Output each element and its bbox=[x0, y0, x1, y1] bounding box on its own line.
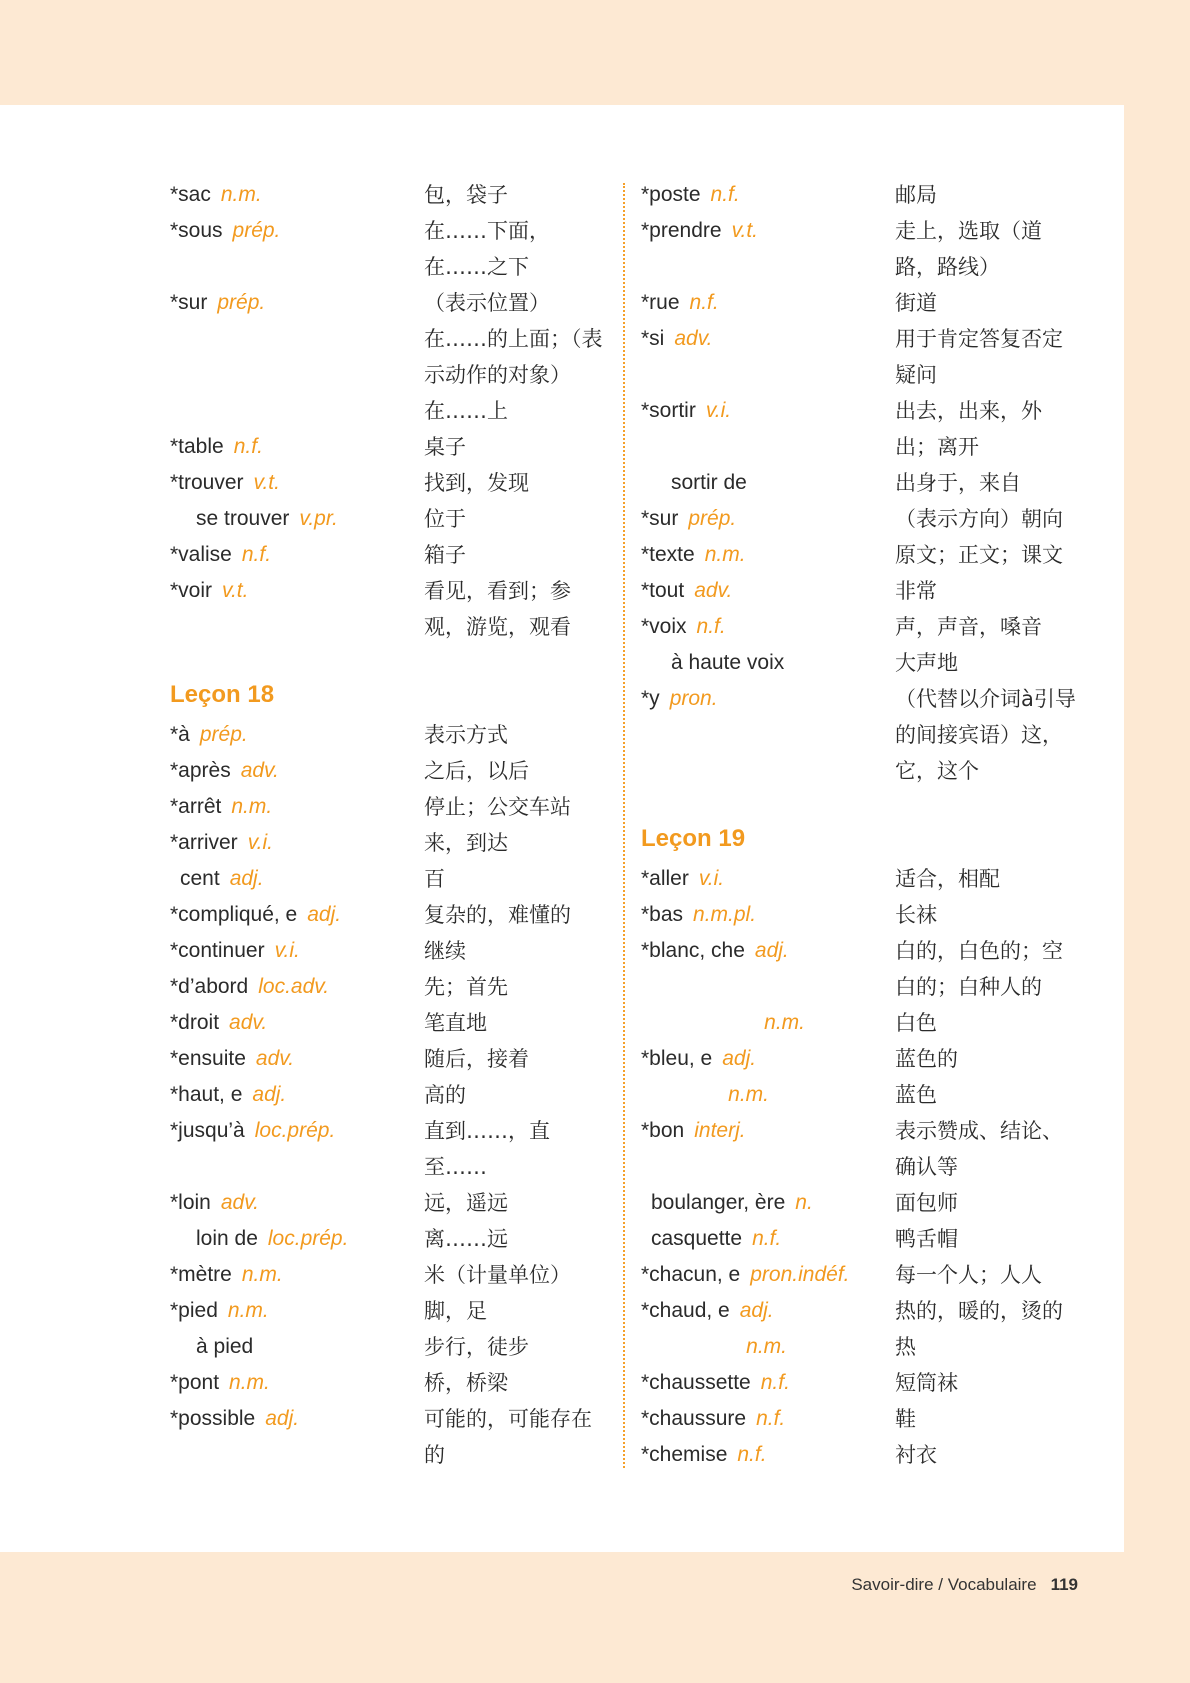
headword-text: *sous bbox=[170, 219, 223, 242]
headword-text: se trouver bbox=[196, 507, 290, 530]
headword-text: *d’abord bbox=[170, 975, 249, 998]
lesson-heading: Leçon 19 bbox=[641, 825, 746, 852]
vocab-entry bbox=[641, 897, 1081, 933]
vocab-headword bbox=[170, 1365, 424, 1401]
vocab-headword bbox=[641, 537, 895, 573]
vocab-entry bbox=[170, 1077, 610, 1113]
vocab-entry bbox=[641, 321, 1081, 393]
vocab-entry bbox=[170, 861, 610, 897]
part-of-speech: n.m. bbox=[728, 1083, 769, 1106]
headword-text: *chaussette bbox=[641, 1371, 751, 1394]
vocab-meaning: 长袜 bbox=[895, 903, 937, 927]
vocab-meaning: 离……远 bbox=[424, 1227, 508, 1251]
vocab-meaning: （表示方向）朝向 bbox=[895, 507, 1063, 531]
part-of-speech: adj. bbox=[722, 1047, 757, 1070]
vocab-headword bbox=[170, 501, 424, 537]
vocab-entry bbox=[641, 933, 1081, 1005]
vocab-meaning: 短筒袜 bbox=[895, 1371, 958, 1395]
headword-text: *si bbox=[641, 327, 665, 350]
vocab-headword bbox=[641, 321, 895, 393]
vocab-headword bbox=[641, 1365, 895, 1401]
vocab-headword bbox=[641, 1293, 895, 1329]
vocab-headword bbox=[170, 1329, 424, 1365]
vocab-entry bbox=[170, 501, 610, 537]
part-of-speech: prép. bbox=[688, 507, 737, 530]
vocab-entry bbox=[641, 177, 1081, 213]
vocab-meaning: 用于肯定答复否定疑问 bbox=[895, 327, 1063, 387]
vocab-entry bbox=[641, 1257, 1081, 1293]
headword-text: *haut, e bbox=[170, 1083, 243, 1106]
headword-text: *pont bbox=[170, 1371, 220, 1394]
vocab-entry bbox=[641, 1185, 1081, 1221]
vocab-headword bbox=[641, 933, 895, 1005]
vocab-meaning: 先；首先 bbox=[424, 975, 508, 999]
vocab-headword bbox=[170, 537, 424, 573]
vocab-headword bbox=[641, 645, 895, 681]
vocab-meaning: 每一个人；人人 bbox=[895, 1263, 1042, 1287]
part-of-speech: loc.prép. bbox=[254, 1119, 336, 1142]
vocab-headword bbox=[641, 897, 895, 933]
headword-text: *aller bbox=[641, 867, 689, 890]
part-of-speech: adj. bbox=[265, 1407, 300, 1430]
vocab-headword bbox=[170, 861, 424, 897]
vocab-headword bbox=[641, 573, 895, 609]
vocab-entry bbox=[170, 429, 610, 465]
headword-text: *blanc, che bbox=[641, 939, 745, 962]
vocab-headword bbox=[170, 177, 424, 213]
vocab-entry bbox=[641, 1077, 1081, 1113]
vocab-meaning: 表示赞成、结论、确认等 bbox=[895, 1119, 1063, 1179]
vocab-headword bbox=[641, 465, 895, 501]
vocab-entry bbox=[641, 1293, 1081, 1329]
vocab-meaning: 桥，桥梁 bbox=[424, 1371, 508, 1395]
vocab-meaning: 非常 bbox=[895, 579, 937, 603]
vocab-meaning: 鸭舌帽 bbox=[895, 1227, 958, 1251]
vocab-headword bbox=[641, 1257, 895, 1293]
part-of-speech: v.t. bbox=[253, 471, 280, 494]
vocab-meaning: （表示位置）在……的上面；（表示动作的对象）在……上 bbox=[424, 291, 603, 423]
vocab-headword bbox=[641, 285, 895, 321]
part-of-speech: n.m.pl. bbox=[693, 903, 757, 926]
part-of-speech: n.f. bbox=[760, 1371, 790, 1394]
vocab-headword bbox=[641, 1329, 895, 1365]
part-of-speech: v.i. bbox=[705, 399, 732, 422]
part-of-speech: adv. bbox=[694, 579, 733, 602]
headword-text: *continuer bbox=[170, 939, 265, 962]
vocab-column-right bbox=[641, 177, 1081, 1473]
headword-text: *loin bbox=[170, 1191, 211, 1214]
headword-text: *texte bbox=[641, 543, 695, 566]
part-of-speech: adj. bbox=[252, 1083, 287, 1106]
page-footer bbox=[851, 1575, 1078, 1595]
part-of-speech: adv. bbox=[229, 1011, 268, 1034]
headword-text: *pied bbox=[170, 1299, 218, 1322]
headword-text: loin de bbox=[196, 1227, 258, 1250]
headword-text: *sortir bbox=[641, 399, 696, 422]
part-of-speech: n.f. bbox=[689, 291, 719, 314]
vocab-entry bbox=[641, 465, 1081, 501]
vocab-meaning: 包，袋子 bbox=[424, 183, 508, 207]
headword-text: *tout bbox=[641, 579, 685, 602]
part-of-speech: n.f. bbox=[710, 183, 740, 206]
headword-text: *y bbox=[641, 687, 660, 710]
vocab-meaning: 看见，看到；参观，游览，观看 bbox=[424, 579, 571, 639]
vocab-entry bbox=[170, 717, 610, 753]
vocab-entry bbox=[170, 537, 610, 573]
vocab-meaning: 衬衣 bbox=[895, 1443, 937, 1467]
vocab-headword bbox=[641, 1005, 895, 1041]
part-of-speech: v.i. bbox=[698, 867, 725, 890]
vocab-meaning: 邮局 bbox=[895, 183, 937, 207]
vocab-meaning: 继续 bbox=[424, 939, 466, 963]
vocab-meaning: 热的，暖的，烫的 bbox=[895, 1299, 1063, 1323]
part-of-speech: n.m. bbox=[241, 1263, 283, 1286]
vocab-meaning: 直到……，直至…… bbox=[424, 1119, 550, 1179]
vocab-entry bbox=[641, 1437, 1081, 1473]
vocab-entry bbox=[641, 537, 1081, 573]
vocab-entry bbox=[170, 1221, 610, 1257]
vocab-meaning: 可能的，可能存在的 bbox=[424, 1407, 592, 1467]
vocab-meaning: 位于 bbox=[424, 507, 466, 531]
part-of-speech: n.m. bbox=[231, 795, 273, 818]
vocab-entry bbox=[641, 573, 1081, 609]
vocab-headword bbox=[641, 393, 895, 465]
vocab-headword bbox=[170, 465, 424, 501]
part-of-speech: adv. bbox=[220, 1191, 260, 1214]
headword-text: *chemise bbox=[641, 1443, 728, 1466]
vocab-meaning: 白色 bbox=[895, 1011, 937, 1035]
vocab-headword bbox=[170, 1257, 424, 1293]
headword-text: *possible bbox=[170, 1407, 256, 1430]
headword-text: *chaussure bbox=[641, 1407, 747, 1430]
part-of-speech: v.t. bbox=[222, 579, 249, 602]
vocab-meaning: 百 bbox=[424, 867, 445, 891]
vocab-entry bbox=[641, 1221, 1081, 1257]
vocab-headword bbox=[170, 717, 424, 753]
vocab-meaning: 远，遥远 bbox=[424, 1191, 508, 1215]
vocab-column-left bbox=[170, 177, 610, 1473]
vocab-entry bbox=[641, 501, 1081, 537]
part-of-speech: loc.adv. bbox=[258, 975, 330, 998]
vocab-entry bbox=[170, 933, 610, 969]
vocab-headword bbox=[641, 177, 895, 213]
headword-text: à pied bbox=[196, 1335, 254, 1358]
headword-text: sortir de bbox=[671, 471, 747, 494]
vocab-entry bbox=[170, 1365, 610, 1401]
vocab-meaning: 适合，相配 bbox=[895, 867, 1000, 891]
headword-text: *poste bbox=[641, 183, 701, 206]
part-of-speech: n.f. bbox=[233, 435, 263, 458]
vocab-headword bbox=[641, 1437, 895, 1473]
headword-text: à haute voix bbox=[671, 651, 785, 674]
headword-text: *voir bbox=[170, 579, 213, 602]
headword-text: *ensuite bbox=[170, 1047, 246, 1070]
headword-text: *chaud, e bbox=[641, 1299, 730, 1322]
headword-text: *sur bbox=[641, 507, 679, 530]
vocab-headword bbox=[170, 213, 424, 285]
vocab-entry bbox=[170, 1329, 610, 1365]
headword-text: *bon bbox=[641, 1119, 685, 1142]
vocab-entry bbox=[641, 213, 1081, 285]
part-of-speech: prép. bbox=[232, 219, 281, 242]
part-of-speech: pron.indéf. bbox=[750, 1263, 850, 1286]
vocab-entry bbox=[641, 645, 1081, 681]
part-of-speech: n.m. bbox=[704, 543, 746, 566]
vocab-meaning: 来，到达 bbox=[424, 831, 508, 855]
headword-text: *bas bbox=[641, 903, 684, 926]
part-of-speech: adj. bbox=[229, 867, 264, 890]
vocab-headword bbox=[170, 1113, 424, 1185]
vocab-entry bbox=[641, 1005, 1081, 1041]
vocab-headword bbox=[641, 213, 895, 285]
column-divider bbox=[623, 183, 625, 1468]
headword-text: *après bbox=[170, 759, 231, 782]
vocab-headword bbox=[641, 861, 895, 897]
vocab-headword bbox=[170, 429, 424, 465]
vocab-entry bbox=[170, 753, 610, 789]
vocab-headword bbox=[641, 1113, 895, 1185]
part-of-speech: v.i. bbox=[274, 939, 300, 962]
vocab-headword bbox=[641, 1221, 895, 1257]
vocab-entry bbox=[641, 1365, 1081, 1401]
vocab-entry bbox=[170, 177, 610, 213]
part-of-speech: adv. bbox=[674, 327, 713, 350]
part-of-speech: n.f. bbox=[241, 543, 272, 566]
headword-text: *mètre bbox=[170, 1263, 232, 1286]
vocab-headword bbox=[641, 681, 895, 789]
vocab-entry bbox=[641, 1401, 1081, 1437]
part-of-speech: n.m. bbox=[764, 1011, 805, 1034]
headword-text: *compliqué, e bbox=[170, 903, 298, 926]
vocab-headword bbox=[170, 1401, 424, 1473]
vocab-entry bbox=[641, 1113, 1081, 1185]
vocab-entry bbox=[170, 1005, 610, 1041]
part-of-speech: adj. bbox=[739, 1299, 774, 1322]
vocab-meaning: 找到，发现 bbox=[424, 471, 529, 495]
part-of-speech: prép. bbox=[217, 291, 266, 314]
vocab-entry bbox=[170, 285, 610, 429]
vocab-entry bbox=[641, 1041, 1081, 1077]
part-of-speech: adv. bbox=[240, 759, 279, 782]
headword-text: *droit bbox=[170, 1011, 220, 1034]
vocab-entry bbox=[170, 1041, 610, 1077]
vocab-entry bbox=[170, 1257, 610, 1293]
vocab-meaning: 桌子 bbox=[424, 435, 466, 459]
page-number: 119 bbox=[1050, 1575, 1078, 1594]
vocab-meaning: 大声地 bbox=[895, 651, 958, 675]
vocab-entry bbox=[641, 609, 1081, 645]
vocab-meaning: 面包师 bbox=[895, 1191, 958, 1215]
part-of-speech: adv. bbox=[255, 1047, 295, 1070]
vocab-entry bbox=[170, 213, 610, 285]
vocab-entry bbox=[170, 897, 610, 933]
headword-text: *voix bbox=[641, 615, 687, 638]
vocab-meaning: 脚，足 bbox=[424, 1299, 487, 1323]
vocab-meaning: 随后，接着 bbox=[424, 1047, 529, 1071]
headword-text: *à bbox=[170, 723, 190, 746]
vocab-entry bbox=[170, 1185, 610, 1221]
vocab-meaning: 表示方式 bbox=[424, 723, 508, 747]
headword-text: *jusqu’à bbox=[170, 1119, 245, 1142]
vocab-entry bbox=[641, 285, 1081, 321]
part-of-speech: n.f. bbox=[752, 1227, 782, 1250]
part-of-speech: adj. bbox=[754, 939, 789, 962]
vocab-meaning: 鞋 bbox=[895, 1407, 916, 1431]
vocab-meaning: 原文；正文；课文 bbox=[895, 543, 1063, 567]
headword-text: *arrêt bbox=[170, 795, 222, 818]
page-sheet bbox=[0, 105, 1124, 1552]
vocab-headword bbox=[170, 285, 424, 429]
vocab-entry bbox=[170, 465, 610, 501]
vocab-headword bbox=[170, 1185, 424, 1221]
headword-text: *sac bbox=[170, 183, 211, 206]
vocab-headword bbox=[170, 1005, 424, 1041]
vocab-headword bbox=[170, 753, 424, 789]
part-of-speech: n.m. bbox=[229, 1371, 270, 1394]
vocab-meaning: 蓝色 bbox=[895, 1083, 937, 1107]
vocab-meaning: 笔直地 bbox=[424, 1011, 487, 1035]
vocab-headword bbox=[170, 573, 424, 645]
vocab-meaning: 复杂的，难懂的 bbox=[424, 903, 571, 927]
vocab-headword bbox=[170, 969, 424, 1005]
headword-text: *arriver bbox=[170, 831, 238, 854]
vocab-entry bbox=[641, 393, 1081, 465]
vocab-meaning: 蓝色的 bbox=[895, 1047, 958, 1071]
vocab-headword bbox=[641, 1185, 895, 1221]
part-of-speech: adj. bbox=[307, 903, 342, 926]
vocab-meaning: 走上，选取（道路，路线） bbox=[895, 219, 1042, 279]
headword-text: *trouver bbox=[170, 471, 244, 494]
vocab-headword bbox=[170, 1293, 424, 1329]
part-of-speech: pron. bbox=[669, 687, 718, 710]
vocab-meaning: 出去，出来，外出；离开 bbox=[895, 399, 1042, 459]
part-of-speech: v.pr. bbox=[299, 507, 338, 530]
vocab-meaning: 声，声音，嗓音 bbox=[895, 615, 1042, 639]
vocab-meaning: 高的 bbox=[424, 1083, 466, 1107]
part-of-speech: n.m. bbox=[220, 183, 262, 206]
part-of-speech: prép. bbox=[199, 723, 248, 746]
vocab-entry bbox=[641, 861, 1081, 897]
headword-text: cent bbox=[180, 867, 220, 890]
vocab-meaning: 街道 bbox=[895, 291, 937, 315]
vocab-entry bbox=[170, 789, 610, 825]
vocab-headword bbox=[641, 1077, 895, 1113]
headword-text: *chacun, e bbox=[641, 1263, 741, 1286]
headword-text: *table bbox=[170, 435, 224, 458]
vocab-entry bbox=[170, 1113, 610, 1185]
headword-text: casquette bbox=[651, 1227, 743, 1250]
vocab-meaning: 箱子 bbox=[424, 543, 466, 567]
vocab-entry bbox=[170, 573, 610, 645]
vocab-headword bbox=[170, 789, 424, 825]
part-of-speech: n.f. bbox=[696, 615, 726, 638]
vocab-meaning: 出身于，来自 bbox=[895, 471, 1021, 495]
vocab-entry bbox=[170, 969, 610, 1005]
part-of-speech: n. bbox=[795, 1191, 813, 1214]
vocab-headword bbox=[170, 1221, 424, 1257]
vocab-entry bbox=[170, 1401, 610, 1473]
vocab-headword bbox=[170, 1041, 424, 1077]
vocab-headword bbox=[641, 1401, 895, 1437]
part-of-speech: n.f. bbox=[737, 1443, 767, 1466]
part-of-speech: interj. bbox=[694, 1119, 746, 1142]
vocab-headword bbox=[170, 1077, 424, 1113]
vocab-meaning: 停止；公交车站 bbox=[424, 795, 571, 819]
vocab-entry bbox=[170, 825, 610, 861]
vocab-headword bbox=[641, 501, 895, 537]
part-of-speech: v.i. bbox=[247, 831, 273, 854]
vocab-entry bbox=[641, 1329, 1081, 1365]
headword-text: *bleu, e bbox=[641, 1047, 713, 1070]
vocab-meaning: 步行，徒步 bbox=[424, 1335, 529, 1359]
headword-text: *rue bbox=[641, 291, 680, 314]
headword-text: boulanger, ère bbox=[651, 1191, 786, 1214]
vocab-meaning: （代替以介词à引导的间接宾语）这，它，这个 bbox=[895, 687, 1076, 783]
vocab-meaning: 在……下面，在……之下 bbox=[424, 219, 550, 279]
vocab-headword bbox=[170, 933, 424, 969]
vocab-entry bbox=[641, 681, 1081, 789]
vocab-headword bbox=[641, 609, 895, 645]
part-of-speech: v.t. bbox=[731, 219, 759, 242]
part-of-speech: n.f. bbox=[756, 1407, 786, 1430]
headword-text: *valise bbox=[170, 543, 232, 566]
vocab-meaning: 之后，以后 bbox=[424, 759, 529, 783]
vocab-meaning: 白的，白色的；空白的；白种人的 bbox=[895, 939, 1063, 999]
part-of-speech: n.m. bbox=[746, 1335, 787, 1358]
vocab-headword bbox=[170, 897, 424, 933]
lesson-heading: Leçon 18 bbox=[170, 681, 275, 708]
part-of-speech: loc.prép. bbox=[267, 1227, 349, 1250]
footer-title: Savoir-dire / Vocabulaire bbox=[851, 1575, 1037, 1594]
vocab-headword bbox=[170, 825, 424, 861]
vocab-headword bbox=[641, 1041, 895, 1077]
vocab-meaning: 热 bbox=[895, 1335, 916, 1359]
headword-text: *sur bbox=[170, 291, 208, 314]
headword-text: *prendre bbox=[641, 219, 722, 242]
vocab-entry bbox=[170, 1293, 610, 1329]
part-of-speech: n.m. bbox=[227, 1299, 269, 1322]
vocab-meaning: 米（计量单位） bbox=[424, 1263, 571, 1287]
